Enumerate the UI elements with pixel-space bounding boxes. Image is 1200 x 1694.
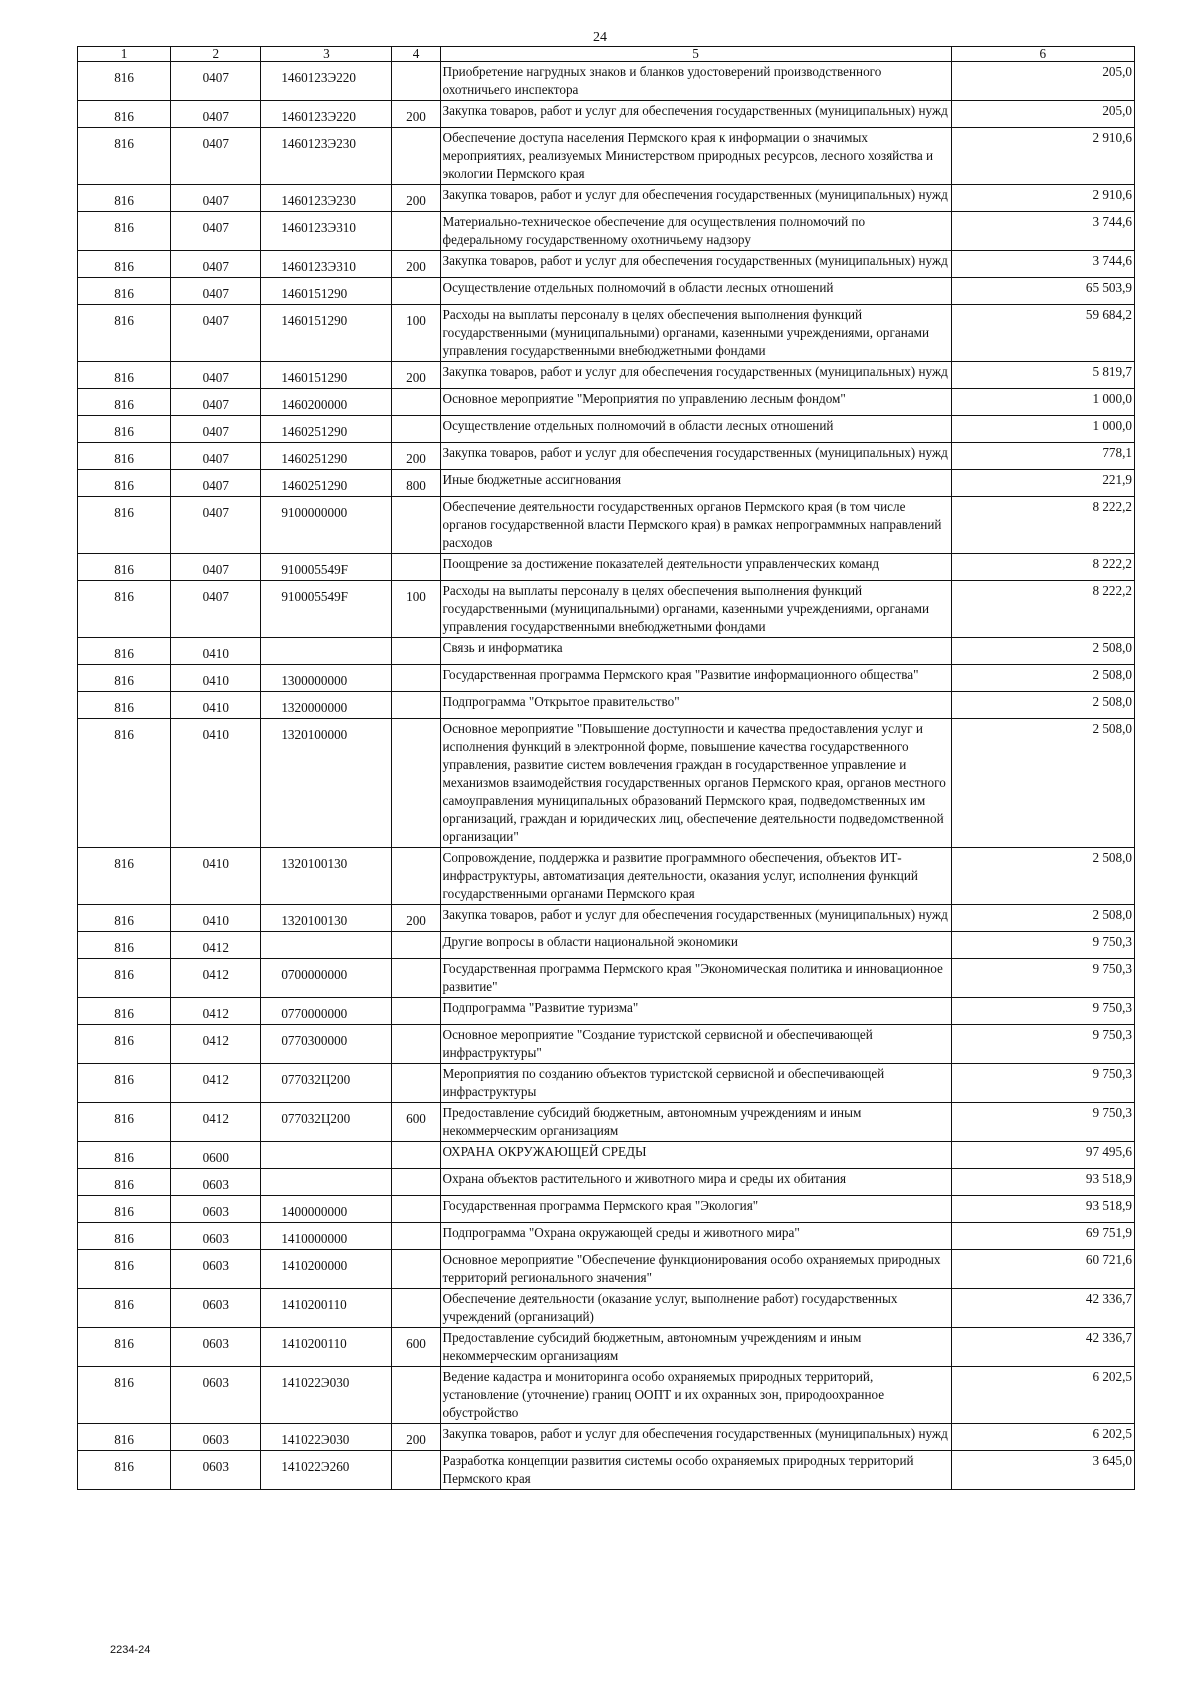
expense-type-cell: 200 <box>392 362 440 389</box>
description-cell: Приобретение нагрудных знаков и бланков удостоверений производственного охотничьего инспектора <box>440 62 951 101</box>
amount-cell: 9 750,3 <box>951 959 1134 998</box>
budget-table <box>77 46 1135 1490</box>
table-row <box>78 1142 1135 1169</box>
admin-code-cell: 816 <box>78 1169 171 1196</box>
expense-type-cell <box>392 932 440 959</box>
expense-type-cell <box>392 692 440 719</box>
expense-type-cell: 600 <box>392 1328 440 1367</box>
section-code-cell: 0407 <box>171 128 261 185</box>
target-article-cell: 1460151290 <box>261 305 392 362</box>
amount-cell: 9 750,3 <box>951 1103 1134 1142</box>
section-code-cell: 0407 <box>171 443 261 470</box>
amount-cell: 1 000,0 <box>951 389 1134 416</box>
table-row <box>78 1451 1135 1490</box>
expense-type-cell <box>392 848 440 905</box>
expense-type-cell <box>392 1250 440 1289</box>
admin-code-cell: 816 <box>78 1367 171 1424</box>
table-row <box>78 692 1135 719</box>
target-article-cell: 1320100000 <box>261 719 392 848</box>
section-code-cell: 0412 <box>171 998 261 1025</box>
target-article-cell: 1300000000 <box>261 665 392 692</box>
amount-cell: 93 518,9 <box>951 1169 1134 1196</box>
target-article-cell: 1460151290 <box>261 278 392 305</box>
table-row <box>78 443 1135 470</box>
description-cell: Государственная программа Пермского края "Развитие информационного общества" <box>440 665 951 692</box>
admin-code-cell: 816 <box>78 251 171 278</box>
description-cell: Сопровождение, поддержка и развитие программного обеспечения, объектов ИТ-инфраструктуры, автоматизация деятельности, оказания услуг, исполнения функций государственными органами Пермского края <box>440 848 951 905</box>
expense-type-cell <box>392 1451 440 1490</box>
description-cell: Основное мероприятие "Создание туристской сервисной и обеспечивающей инфраструктуры" <box>440 1025 951 1064</box>
description-cell: Закупка товаров, работ и услуг для обеспечения государственных (муниципальных) нужд <box>440 362 951 389</box>
amount-cell: 69 751,9 <box>951 1223 1134 1250</box>
table-row <box>78 389 1135 416</box>
table-row <box>78 665 1135 692</box>
section-code-cell: 0603 <box>171 1169 261 1196</box>
table-row <box>78 959 1135 998</box>
expense-type-cell <box>392 389 440 416</box>
section-code-cell: 0412 <box>171 1025 261 1064</box>
amount-cell: 9 750,3 <box>951 932 1134 959</box>
target-article-cell: 910005549F <box>261 581 392 638</box>
table-row <box>78 1169 1135 1196</box>
expense-type-cell <box>392 665 440 692</box>
description-cell: Осуществление отдельных полномочий в области лесных отношений <box>440 416 951 443</box>
admin-code-cell: 816 <box>78 665 171 692</box>
admin-code-cell: 816 <box>78 1328 171 1367</box>
expense-type-cell: 200 <box>392 1424 440 1451</box>
table-row <box>78 905 1135 932</box>
admin-code-cell: 816 <box>78 554 171 581</box>
target-article-cell: 1460123Э310 <box>261 251 392 278</box>
table-row <box>78 554 1135 581</box>
column-header: 4 <box>392 47 440 62</box>
admin-code-cell: 816 <box>78 1451 171 1490</box>
section-code-cell: 0412 <box>171 1064 261 1103</box>
admin-code-cell: 816 <box>78 470 171 497</box>
target-article-cell: 1320000000 <box>261 692 392 719</box>
admin-code-cell: 816 <box>78 212 171 251</box>
target-article-cell: 1460251290 <box>261 443 392 470</box>
description-cell: Обеспечение деятельности государственных органов Пермского края (в том числе органов государственной власти Пермского края) в рамках непрограммных направлений расходов <box>440 497 951 554</box>
section-code-cell: 0407 <box>171 62 261 101</box>
admin-code-cell: 816 <box>78 719 171 848</box>
target-article-cell: 0770300000 <box>261 1025 392 1064</box>
expense-type-cell: 200 <box>392 101 440 128</box>
amount-cell: 59 684,2 <box>951 305 1134 362</box>
description-cell: Подпрограмма "Открытое правительство" <box>440 692 951 719</box>
expense-type-cell: 200 <box>392 185 440 212</box>
description-cell: Закупка товаров, работ и услуг для обеспечения государственных (муниципальных) нужд <box>440 1424 951 1451</box>
column-header: 2 <box>171 47 261 62</box>
amount-cell: 60 721,6 <box>951 1250 1134 1289</box>
admin-code-cell: 816 <box>78 959 171 998</box>
description-cell: Связь и информатика <box>440 638 951 665</box>
expense-type-cell <box>392 416 440 443</box>
section-code-cell: 0410 <box>171 905 261 932</box>
amount-cell: 2 910,6 <box>951 128 1134 185</box>
section-code-cell: 0412 <box>171 1103 261 1142</box>
table-row <box>78 1064 1135 1103</box>
column-number-row <box>78 47 1135 62</box>
amount-cell: 9 750,3 <box>951 998 1134 1025</box>
admin-code-cell: 816 <box>78 362 171 389</box>
admin-code-cell: 816 <box>78 1103 171 1142</box>
admin-code-cell: 816 <box>78 1289 171 1328</box>
target-article-cell: 910005549F <box>261 554 392 581</box>
table-row <box>78 212 1135 251</box>
admin-code-cell: 816 <box>78 1142 171 1169</box>
description-cell: Подпрограмма "Развитие туризма" <box>440 998 951 1025</box>
amount-cell: 2 508,0 <box>951 719 1134 848</box>
target-article-cell: 077032Ц200 <box>261 1064 392 1103</box>
expense-type-cell <box>392 62 440 101</box>
table-row <box>78 416 1135 443</box>
admin-code-cell: 816 <box>78 416 171 443</box>
section-code-cell: 0603 <box>171 1367 261 1424</box>
target-article-cell: 077032Ц200 <box>261 1103 392 1142</box>
admin-code-cell: 816 <box>78 638 171 665</box>
table-row <box>78 497 1135 554</box>
section-code-cell: 0603 <box>171 1289 261 1328</box>
amount-cell: 9 750,3 <box>951 1025 1134 1064</box>
target-article-cell: 1460200000 <box>261 389 392 416</box>
admin-code-cell: 816 <box>78 1196 171 1223</box>
table-row <box>78 848 1135 905</box>
description-cell: Мероприятия по созданию объектов туристской сервисной и обеспечивающей инфраструктуры <box>440 1064 951 1103</box>
section-code-cell: 0407 <box>171 389 261 416</box>
table-row <box>78 185 1135 212</box>
section-code-cell: 0410 <box>171 638 261 665</box>
expense-type-cell <box>392 497 440 554</box>
amount-cell: 6 202,5 <box>951 1424 1134 1451</box>
section-code-cell: 0603 <box>171 1223 261 1250</box>
table-row <box>78 719 1135 848</box>
table-row <box>78 1025 1135 1064</box>
table-row <box>78 1196 1135 1223</box>
table-row <box>78 101 1135 128</box>
section-code-cell: 0603 <box>171 1328 261 1367</box>
amount-cell: 1 000,0 <box>951 416 1134 443</box>
description-cell: Ведение кадастра и мониторинга особо охраняемых природных территорий, установление (уточнение) границ ООПТ и их охранных зон, природоохранное обустройство <box>440 1367 951 1424</box>
section-code-cell: 0410 <box>171 665 261 692</box>
description-cell: Государственная программа Пермского края "Экономическая политика и инновационное развитие" <box>440 959 951 998</box>
amount-cell: 65 503,9 <box>951 278 1134 305</box>
table-row <box>78 128 1135 185</box>
description-cell: Закупка товаров, работ и услуг для обеспечения государственных (муниципальных) нужд <box>440 251 951 278</box>
section-code-cell: 0412 <box>171 959 261 998</box>
amount-cell: 778,1 <box>951 443 1134 470</box>
target-article-cell: 141022Э260 <box>261 1451 392 1490</box>
section-code-cell: 0407 <box>171 305 261 362</box>
amount-cell: 3 744,6 <box>951 212 1134 251</box>
amount-cell: 205,0 <box>951 101 1134 128</box>
amount-cell: 5 819,7 <box>951 362 1134 389</box>
expense-type-cell <box>392 1196 440 1223</box>
amount-cell: 6 202,5 <box>951 1367 1134 1424</box>
amount-cell: 2 508,0 <box>951 848 1134 905</box>
admin-code-cell: 816 <box>78 101 171 128</box>
section-code-cell: 0407 <box>171 581 261 638</box>
admin-code-cell: 816 <box>78 185 171 212</box>
section-code-cell: 0407 <box>171 101 261 128</box>
expense-type-cell: 600 <box>392 1103 440 1142</box>
expense-type-cell: 100 <box>392 305 440 362</box>
description-cell: Обеспечение доступа населения Пермского края к информации о значимых мероприятиях, реализуемых Министерством природных ресурсов, лесного хозяйства и экологии Пермского края <box>440 128 951 185</box>
amount-cell: 3 744,6 <box>951 251 1134 278</box>
section-code-cell: 0410 <box>171 719 261 848</box>
target-article-cell: 1460123Э220 <box>261 101 392 128</box>
expense-type-cell <box>392 719 440 848</box>
admin-code-cell: 816 <box>78 905 171 932</box>
target-article-cell: 1320100130 <box>261 848 392 905</box>
section-code-cell: 0410 <box>171 692 261 719</box>
description-cell: Осуществление отдельных полномочий в области лесных отношений <box>440 278 951 305</box>
table-row <box>78 251 1135 278</box>
section-code-cell: 0407 <box>171 278 261 305</box>
target-article-cell <box>261 932 392 959</box>
expense-type-cell <box>392 1142 440 1169</box>
target-article-cell: 141022Э030 <box>261 1424 392 1451</box>
admin-code-cell: 816 <box>78 1223 171 1250</box>
description-cell: Закупка товаров, работ и услуг для обеспечения государственных (муниципальных) нужд <box>440 185 951 212</box>
table-row <box>78 932 1135 959</box>
target-article-cell: 1410200000 <box>261 1250 392 1289</box>
table-row <box>78 1250 1135 1289</box>
admin-code-cell: 816 <box>78 497 171 554</box>
section-code-cell: 0603 <box>171 1196 261 1223</box>
description-cell: Другие вопросы в области национальной экономики <box>440 932 951 959</box>
section-code-cell: 0407 <box>171 185 261 212</box>
description-cell: Расходы на выплаты персоналу в целях обеспечения выполнения функций государственными (муниципальными) органами, казенными учреждениями, органами управления государственными внебюджетными фондами <box>440 581 951 638</box>
description-cell: Разработка концепции развития системы особо охраняемых природных территорий Пермского края <box>440 1451 951 1490</box>
description-cell: Предоставление субсидий бюджетным, автономным учреждениям и иным некоммерческим организациям <box>440 1328 951 1367</box>
expense-type-cell: 800 <box>392 470 440 497</box>
target-article-cell: 1410200110 <box>261 1289 392 1328</box>
section-code-cell: 0407 <box>171 212 261 251</box>
expense-type-cell <box>392 1289 440 1328</box>
table-row <box>78 62 1135 101</box>
table-row <box>78 470 1135 497</box>
table-row <box>78 1328 1135 1367</box>
expense-type-cell <box>392 959 440 998</box>
admin-code-cell: 816 <box>78 1064 171 1103</box>
section-code-cell: 0407 <box>171 251 261 278</box>
amount-cell: 2 508,0 <box>951 692 1134 719</box>
expense-type-cell <box>392 554 440 581</box>
page-number: 24 <box>593 30 607 45</box>
admin-code-cell: 816 <box>78 278 171 305</box>
target-article-cell: 1410200110 <box>261 1328 392 1367</box>
description-cell: Поощрение за достижение показателей деятельности управленческих команд <box>440 554 951 581</box>
expense-type-cell <box>392 1169 440 1196</box>
admin-code-cell: 816 <box>78 305 171 362</box>
amount-cell: 221,9 <box>951 470 1134 497</box>
amount-cell: 97 495,6 <box>951 1142 1134 1169</box>
amount-cell: 9 750,3 <box>951 1064 1134 1103</box>
description-cell: Подпрограмма "Охрана окружающей среды и животного мира" <box>440 1223 951 1250</box>
section-code-cell: 0603 <box>171 1250 261 1289</box>
target-article-cell <box>261 1142 392 1169</box>
target-article-cell: 1400000000 <box>261 1196 392 1223</box>
table-row <box>78 1424 1135 1451</box>
amount-cell: 2 910,6 <box>951 185 1134 212</box>
expense-type-cell <box>392 1064 440 1103</box>
amount-cell: 3 645,0 <box>951 1451 1134 1490</box>
target-article-cell: 1410000000 <box>261 1223 392 1250</box>
target-article-cell: 141022Э030 <box>261 1367 392 1424</box>
expense-type-cell <box>392 212 440 251</box>
target-article-cell <box>261 638 392 665</box>
admin-code-cell: 816 <box>78 443 171 470</box>
amount-cell: 2 508,0 <box>951 638 1134 665</box>
description-cell: Предоставление субсидий бюджетным, автономным учреждениям и иным некоммерческим организациям <box>440 1103 951 1142</box>
admin-code-cell: 816 <box>78 692 171 719</box>
admin-code-cell: 816 <box>78 932 171 959</box>
admin-code-cell: 816 <box>78 581 171 638</box>
description-cell: Закупка товаров, работ и услуг для обеспечения государственных (муниципальных) нужд <box>440 905 951 932</box>
section-code-cell: 0407 <box>171 362 261 389</box>
target-article-cell: 1460123Э310 <box>261 212 392 251</box>
table-row <box>78 1103 1135 1142</box>
target-article-cell: 1460123Э230 <box>261 128 392 185</box>
target-article-cell <box>261 1169 392 1196</box>
description-cell: Материально-техническое обеспечение для осуществления полномочий по федеральному государственному охотничьему надзору <box>440 212 951 251</box>
column-header: 3 <box>261 47 392 62</box>
description-cell: Закупка товаров, работ и услуг для обеспечения государственных (муниципальных) нужд <box>440 443 951 470</box>
description-cell: Основное мероприятие "Повышение доступности и качества предоставления услуг и исполнения функций в электронной форме, повышение качества государственного управления, развитие систем вовлечения граждан в государственное управление и механизмов взаимодействия государственных органов Пермского края, органов местного самоуправления муниципальных образований Пермского края, подведомственных им организаций, граждан и юридических лиц, обеспечение деятельности подведомственной организации" <box>440 719 951 848</box>
target-article-cell: 0770000000 <box>261 998 392 1025</box>
target-article-cell: 1460151290 <box>261 362 392 389</box>
target-article-cell: 1460251290 <box>261 416 392 443</box>
target-article-cell: 0700000000 <box>261 959 392 998</box>
description-cell: Государственная программа Пермского края "Экология" <box>440 1196 951 1223</box>
amount-cell: 8 222,2 <box>951 497 1134 554</box>
table-row <box>78 278 1135 305</box>
description-cell: Расходы на выплаты персоналу в целях обеспечения выполнения функций государственными (муниципальными) органами, казенными учреждениями, органами управления государственными внебюджетными фондами <box>440 305 951 362</box>
section-code-cell: 0412 <box>171 932 261 959</box>
admin-code-cell: 816 <box>78 389 171 416</box>
table-row <box>78 638 1135 665</box>
description-cell: Охрана объектов растительного и животного мира и среды их обитания <box>440 1169 951 1196</box>
expense-type-cell <box>392 278 440 305</box>
amount-cell: 93 518,9 <box>951 1196 1134 1223</box>
description-cell: ОХРАНА ОКРУЖАЮЩЕЙ СРЕДЫ <box>440 1142 951 1169</box>
section-code-cell: 0410 <box>171 848 261 905</box>
description-cell: Основное мероприятие "Обеспечение функционирования особо охраняемых природных территорий регионального значения" <box>440 1250 951 1289</box>
expense-type-cell: 200 <box>392 251 440 278</box>
admin-code-cell: 816 <box>78 62 171 101</box>
target-article-cell: 9100000000 <box>261 497 392 554</box>
description-cell: Иные бюджетные ассигнования <box>440 470 951 497</box>
admin-code-cell: 816 <box>78 128 171 185</box>
table-row <box>78 305 1135 362</box>
target-article-cell: 1460251290 <box>261 470 392 497</box>
expense-type-cell <box>392 638 440 665</box>
expense-type-cell <box>392 1367 440 1424</box>
amount-cell: 2 508,0 <box>951 905 1134 932</box>
expense-type-cell <box>392 998 440 1025</box>
expense-type-cell <box>392 1025 440 1064</box>
amount-cell: 8 222,2 <box>951 554 1134 581</box>
description-cell: Закупка товаров, работ и услуг для обеспечения государственных (муниципальных) нужд <box>440 101 951 128</box>
expense-type-cell: 200 <box>392 905 440 932</box>
target-article-cell: 1460123Э230 <box>261 185 392 212</box>
expense-type-cell <box>392 128 440 185</box>
expense-type-cell: 100 <box>392 581 440 638</box>
admin-code-cell: 816 <box>78 1424 171 1451</box>
section-code-cell: 0407 <box>171 554 261 581</box>
section-code-cell: 0603 <box>171 1424 261 1451</box>
amount-cell: 42 336,7 <box>951 1328 1134 1367</box>
description-cell: Основное мероприятие "Мероприятия по управлению лесным фондом" <box>440 389 951 416</box>
section-code-cell: 0600 <box>171 1142 261 1169</box>
table-row <box>78 1289 1135 1328</box>
amount-cell: 205,0 <box>951 62 1134 101</box>
admin-code-cell: 816 <box>78 1025 171 1064</box>
table-row <box>78 362 1135 389</box>
column-header: 5 <box>440 47 951 62</box>
footer-code: 2234-24 <box>110 1644 151 1656</box>
section-code-cell: 0407 <box>171 497 261 554</box>
amount-cell: 42 336,7 <box>951 1289 1134 1328</box>
table-row <box>78 581 1135 638</box>
target-article-cell: 1460123Э220 <box>261 62 392 101</box>
section-code-cell: 0407 <box>171 470 261 497</box>
section-code-cell: 0407 <box>171 416 261 443</box>
table-row <box>78 1223 1135 1250</box>
description-cell: Обеспечение деятельности (оказание услуг, выполнение работ) государственных учреждений (организаций) <box>440 1289 951 1328</box>
admin-code-cell: 816 <box>78 998 171 1025</box>
target-article-cell: 1320100130 <box>261 905 392 932</box>
admin-code-cell: 816 <box>78 848 171 905</box>
section-code-cell: 0603 <box>171 1451 261 1490</box>
table-row <box>78 998 1135 1025</box>
expense-type-cell: 200 <box>392 443 440 470</box>
expense-type-cell <box>392 1223 440 1250</box>
column-header: 6 <box>951 47 1134 62</box>
admin-code-cell: 816 <box>78 1250 171 1289</box>
column-header: 1 <box>78 47 171 62</box>
amount-cell: 2 508,0 <box>951 665 1134 692</box>
amount-cell: 8 222,2 <box>951 581 1134 638</box>
table-row <box>78 1367 1135 1424</box>
